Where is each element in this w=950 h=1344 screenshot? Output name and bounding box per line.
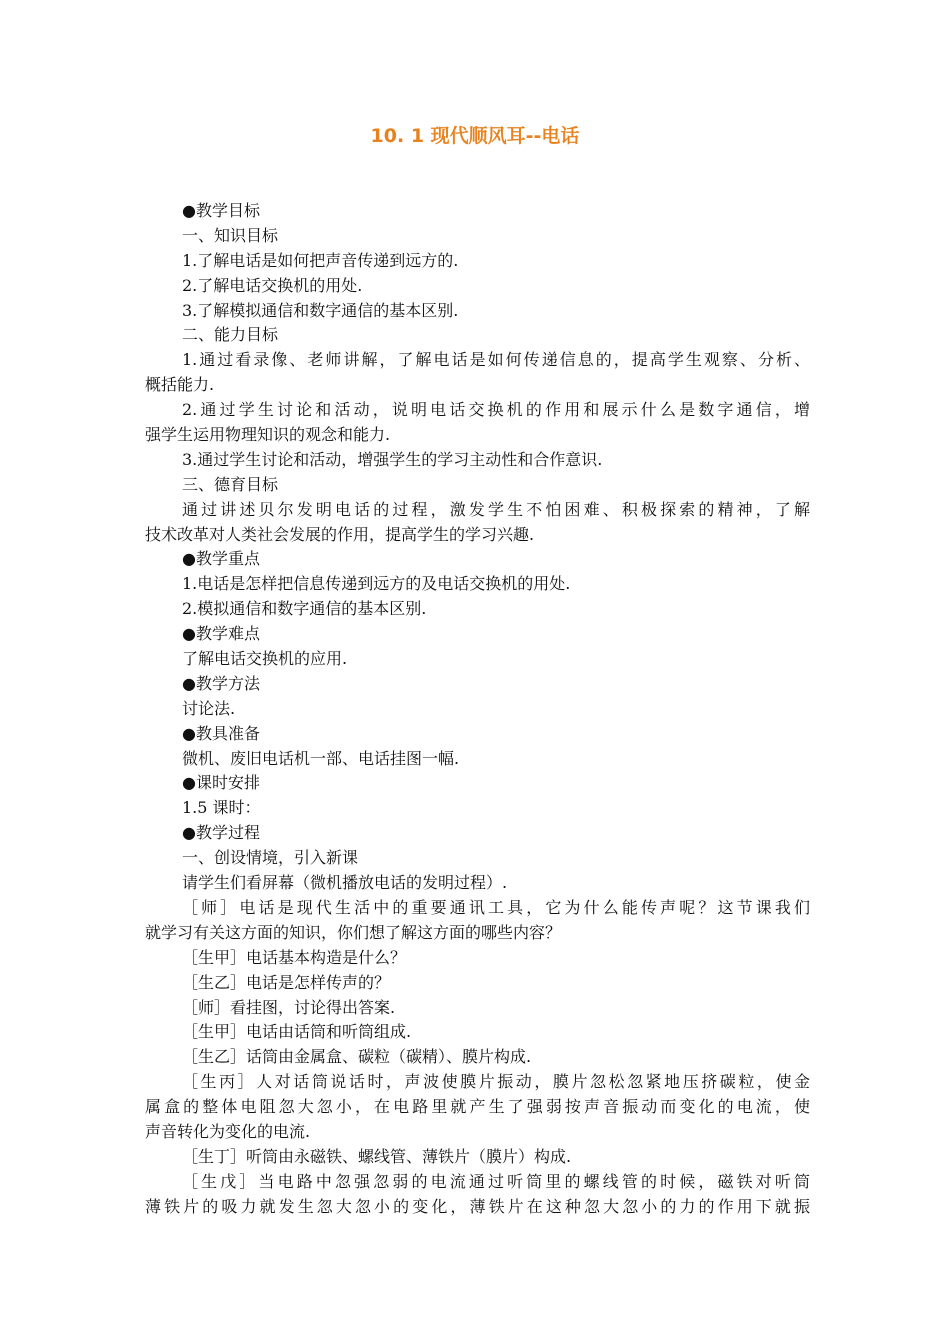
list-item: 1.了解电话是如何把声音传递到远方的. — [182, 250, 459, 270]
paragraph-line: 3.通过学生讨论和活动，增强学生的学习主动性和合作意识. — [182, 449, 603, 469]
dialogue-line: ［生甲］电话基本构造是什么？ — [182, 947, 407, 967]
document-body — [145, 199, 810, 1220]
list-item: 2.模拟通信和数字通信的基本区别. — [182, 599, 427, 619]
subsection-heading: 二、能力目标 — [182, 325, 279, 345]
dialogue-line: ［生丁］听筒由永磁铁、螺线管、薄铁片（膜片）构成. — [182, 1146, 572, 1166]
dialogue-line: ［生丙］人对话筒说话时，声波使膜片振动，膜片忽松忽紧地压挤碳粒，使金 — [182, 1072, 810, 1092]
subsection-heading: 三、德育目标 — [182, 474, 279, 494]
paragraph-line: 技术改革对人类社会发展的作用，提高学生的学习兴趣. — [145, 524, 535, 544]
paragraph-line: 请学生们看屏幕（微机播放电话的发明过程）. — [182, 873, 508, 893]
paragraph-line: 1.5 课时： — [182, 798, 261, 818]
section-heading: ●教学方法 — [182, 673, 260, 693]
paragraph-line: 强学生运用物理知识的观念和能力. — [145, 425, 391, 445]
section-heading: ●课时安排 — [182, 773, 260, 793]
document-title: 10. 1 现代顺风耳--电话 — [370, 125, 580, 147]
subsection-heading: 一、知识目标 — [182, 225, 279, 245]
paragraph-line: 通过讲述贝尔发明电话的过程，激发学生不怕困难、积极探索的精神，了解 — [182, 499, 810, 519]
paragraph-line: 微机、废旧电话机一部、电话挂图一幅. — [182, 748, 460, 768]
section-heading: ●教学过程 — [182, 823, 260, 843]
list-item: 3.了解模拟通信和数字通信的基本区别. — [182, 300, 459, 320]
paragraph-line: 了解电话交换机的应用. — [182, 649, 348, 669]
paragraph-line: 1.通过看录像、老师讲解，了解电话是如何传递信息的，提高学生观察、分析、 — [182, 350, 810, 370]
dialogue-line: ［生乙］话筒由金属盒、碳粒（碳精）、膜片构成. — [182, 1047, 532, 1067]
dialogue-line: ［师］看挂图，讨论得出答案. — [182, 997, 396, 1017]
paragraph-line: 概括能力. — [145, 375, 215, 395]
section-heading: ●教学目标 — [182, 201, 260, 220]
section-heading: ●教学重点 — [182, 549, 260, 569]
paragraph-line: 讨论法. — [182, 698, 236, 718]
subsection-heading: 一、创设情境，引入新课 — [182, 848, 359, 868]
section-heading: ●教学难点 — [182, 624, 260, 644]
dialogue-line: 就学习有关这方面的知识，你们想了解这方面的哪些内容？ — [145, 922, 562, 942]
list-item: 1.电话是怎样把信息传递到远方的及电话交换机的用处. — [182, 574, 571, 594]
dialogue-line: 薄铁片的吸力就发生忽大忽小的变化，薄铁片在这种忽大忽小的力的作用下就振 — [145, 1196, 810, 1216]
section-heading: ●教具准备 — [182, 723, 260, 743]
paragraph-line: 2.通过学生讨论和活动，说明电话交换机的作用和展示什么是数字通信，增 — [182, 400, 810, 420]
dialogue-line: ［生戊］当电路中忽强忽弱的电流通过听筒里的螺线管的时候，磁铁对听筒 — [182, 1171, 810, 1191]
list-item: 2.了解电话交换机的用处. — [182, 275, 363, 295]
dialogue-line: ［生乙］电话是怎样传声的？ — [182, 972, 391, 992]
dialogue-line: 声音转化为变化的电流. — [145, 1121, 311, 1141]
dialogue-line: 属盒的整体电阻忽大忽小，在电路里就产生了强弱按声音振动而变化的电流，使 — [145, 1097, 810, 1117]
dialogue-line: ［生甲］电话由话筒和听筒组成. — [182, 1022, 412, 1042]
dialogue-line: ［师］电话是现代生活中的重要通讯工具，它为什么能传声呢？这节课我们 — [182, 897, 810, 917]
